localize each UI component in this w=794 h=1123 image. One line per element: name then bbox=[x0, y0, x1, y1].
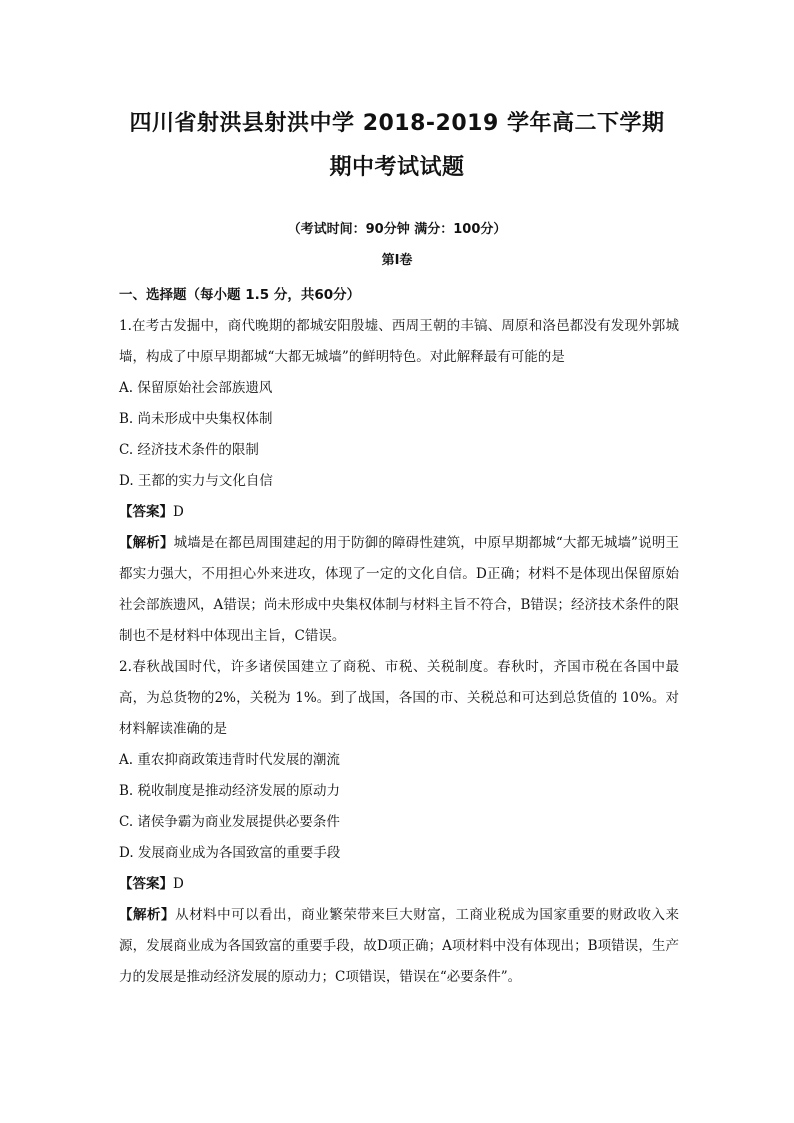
explanation-text: 从材料中可以看出，商业繁荣带来巨大财富，工商业税成为国家重要的财政收入来源，发展商业成为各国致富的重要手段，故D项正确；A项材料中没有体现出；B项错误，生产力的发展是推动经济发展的原动力；C项错误，错误在“必要条件”。 bbox=[119, 907, 680, 985]
question-stem: 2.春秋战国时代，许多诸侯国建立了商税、市税、关税制度。春秋时，齐国市税在各国中最高，为总货物的2%，关税为 1%。到了战国，各国的市、关税总和可达到总货值的 10%。对材料解读准确的是 bbox=[119, 659, 679, 737]
explanation bbox=[119, 528, 679, 652]
explanation bbox=[119, 900, 679, 993]
title-line-1: 四川省射洪县射洪中学 2018-2019 学年高二下学期 bbox=[129, 111, 665, 136]
explanation-label: 【解析】 bbox=[119, 907, 176, 923]
option-b: B. 税收制度是推动经济发展的原动力 bbox=[119, 783, 341, 799]
answer-line bbox=[119, 497, 679, 528]
option-b: B. 尚未形成中央集权体制 bbox=[119, 411, 273, 427]
option-c: C. 经济技术条件的限制 bbox=[119, 442, 259, 458]
explanation-label: 【解析】 bbox=[119, 535, 174, 551]
answer-label: 【答案】 bbox=[119, 876, 173, 892]
option-a: A. 保留原始社会部族遗风 bbox=[119, 380, 273, 396]
explanation-text: 城墙是在都邑周围建起的用于防御的障碍性建筑，中原早期都城“大都无城墙”说明王都实力强大，不用担心外来进攻，体现了一定的文化自信。D正确；材料不是体现出保留原始社会部族遗风，A错误；尚未形成中央集权体制与材料主旨不符合，B错误；经济技术条件的限制也不是材料中体现出主旨，C错误。 bbox=[119, 535, 679, 644]
option-c: C. 诸侯争霸为商业发展提供必要条件 bbox=[119, 814, 340, 830]
option-d: D. 王都的实力与文化自信 bbox=[119, 473, 273, 489]
exam-content bbox=[119, 280, 679, 993]
question-stem: 1.在考古发掘中，商代晚期的都城安阳殷墟、西周王朝的丰镐、周原和洛邑都没有发现外郭城墙，构成了中原早期都城“大都无城墙”的鲜明特色。对此解释最有可能的是 bbox=[119, 318, 679, 365]
question-1 bbox=[119, 311, 679, 652]
answer-line bbox=[119, 869, 679, 900]
answer-value: D bbox=[173, 504, 184, 520]
volume-label: 第Ⅰ卷 bbox=[381, 253, 413, 268]
option-d: D. 发展商业成为各国致富的重要手段 bbox=[119, 845, 341, 861]
exam-meta: （考试时间：90分钟 满分：100分） bbox=[287, 222, 507, 237]
answer-label: 【答案】 bbox=[119, 504, 173, 520]
question-2 bbox=[119, 652, 679, 993]
title-line-2: 期中考试试题 bbox=[329, 155, 465, 180]
section-heading: 一、选择题（每小题 1.5 分，共60分） bbox=[119, 287, 361, 303]
answer-value: D bbox=[173, 876, 184, 892]
option-a: A. 重农抑商政策违背时代发展的潮流 bbox=[119, 752, 340, 768]
